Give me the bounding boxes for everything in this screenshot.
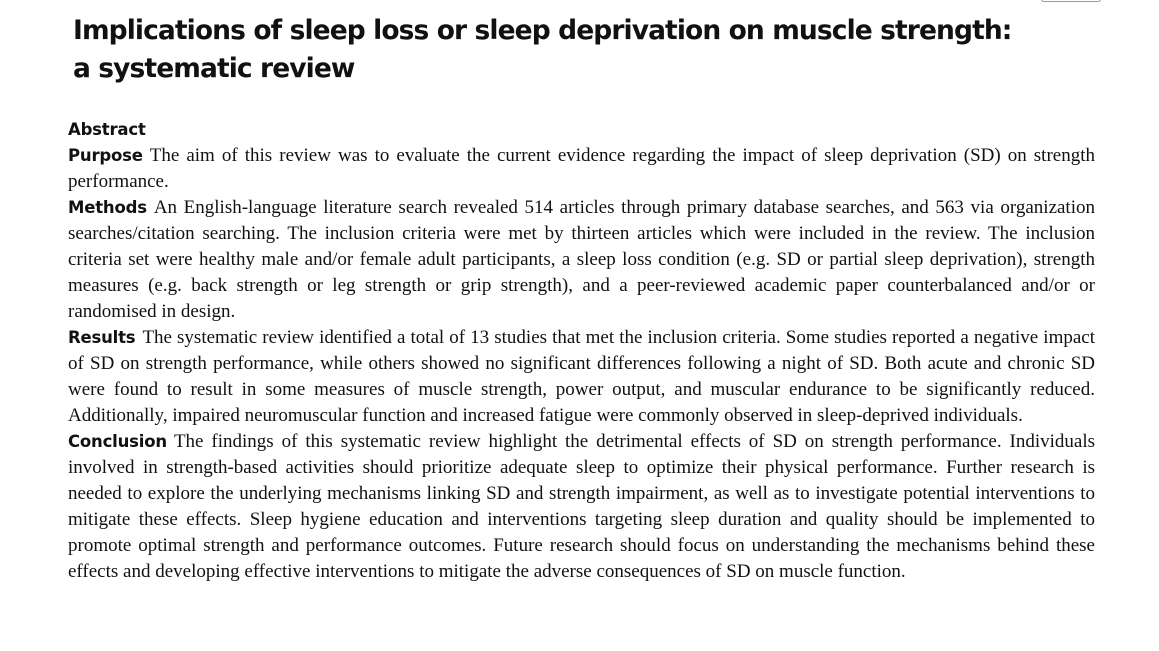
results-label: Results	[68, 328, 136, 347]
conclusion-section	[68, 429, 1095, 585]
purpose-label: Purpose	[68, 146, 143, 165]
results-section	[68, 325, 1095, 429]
paper-title: Implications of sleep loss or sleep deprivation on muscle strength: a systematic review	[73, 15, 1012, 84]
window-corner-tab	[1041, 0, 1101, 2]
conclusion-label: Conclusion	[68, 432, 167, 451]
conclusion-text: The findings of this systematic review highlight the detrimental effects of SD on strength performance. Individuals involved in strength-based activities should prioritize adequate sleep to optimize their physical performance. Further research is needed to explore the underlying mechanisms linking SD and strength impairment, as well as to investigate potential interventions to mitigate these effects. Sleep hygiene education and interventions targeting sleep duration and quality should be implemented to promote optimal strength and performance outcomes. Future research should focus on understanding the mechanisms behind these effects and developing effective interventions to mitigate the adverse consequences of SD on muscle function.	[68, 431, 1095, 582]
methods-section	[68, 195, 1095, 325]
methods-text: An English-language literature search revealed 514 articles through primary database searches, and 563 via organization searches/citation searching. The inclusion criteria were met by thirteen articles which were included in the review. The inclusion criteria set were healthy male and/or female adult participants, a sleep loss condition (e.g. SD or partial sleep deprivation), strength measures (e.g. back strength or leg strength or grip strength), and a peer-reviewed academic paper counterbalanced and/or or randomised in design.	[68, 197, 1095, 322]
abstract-heading: Abstract	[68, 120, 146, 139]
results-text: The systematic review identified a total of 13 studies that met the inclusion criteria. Some studies reported a negative impact of SD on strength performance, while others showed no significant differences following a night of SD. Both acute and chronic SD were found to result in some measures of muscle strength, power output, and muscular endurance to be significantly reduced. Additionally, impaired neuromuscular function and increased fatigue were commonly observed in sleep-deprived individuals.	[68, 327, 1095, 426]
methods-label: Methods	[68, 198, 147, 217]
purpose-section	[68, 143, 1095, 195]
purpose-text: The aim of this review was to evaluate the current evidence regarding the impact of sleep deprivation (SD) on strength performance.	[68, 145, 1095, 192]
abstract	[68, 117, 1095, 585]
